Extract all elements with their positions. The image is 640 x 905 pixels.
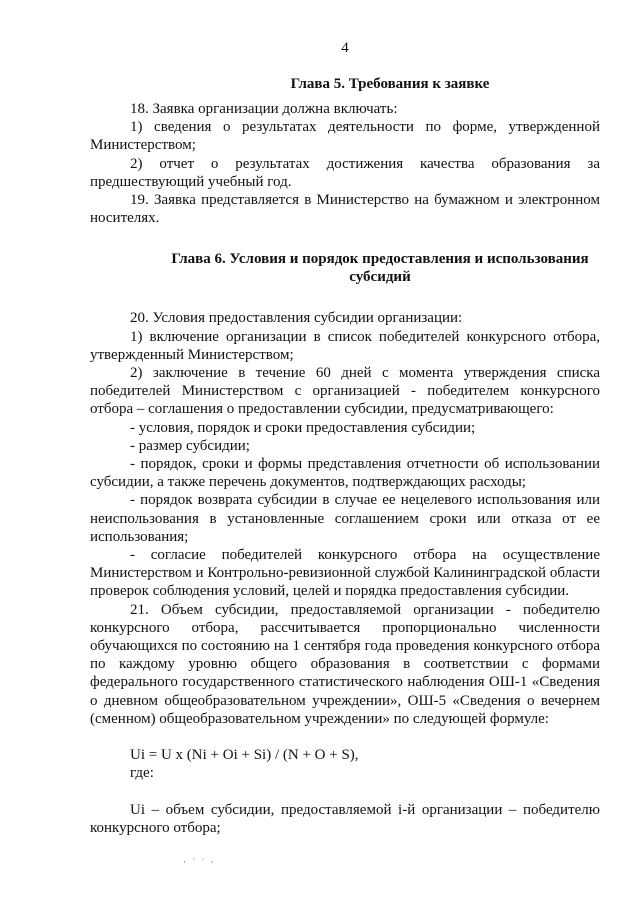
list-item-terms: - условия, порядок и сроки предоставления субсидии;	[130, 419, 476, 436]
paragraph-18-1: 1) сведения о результатах деятельности по форме, утвержденной Министерством;	[90, 119, 600, 154]
document-body	[90, 100, 600, 837]
paragraph-20-1: 1) включение организации в список победителей конкурсного отбора, утвержденный Министерством;	[90, 328, 600, 363]
paragraph-18-2: 2) отчет о результатах достижения качества образования за предшествующий учебный год.	[90, 155, 600, 190]
list-item-amount: - размер субсидии;	[130, 437, 250, 454]
paragraph-20-2: 2) заключение в течение 60 дней с момента утверждения списка победителей Министерством с организацией - победителем конкурсного отбора – соглашения о предоставлении субсидии, предусматривающего:	[90, 365, 600, 418]
scan-specks: · ˙ ˙ ·	[183, 857, 216, 867]
list-item-consent: - согласие победителей конкурсного отбора на осуществление Министерством и Контрольно-ревизионной службой Калининградской области проверок соблюдения условий, целей и порядка предоставления субсидии.	[90, 547, 600, 600]
chapter-5-title: Глава 5. Требования к заявке	[290, 76, 490, 92]
chapter-6-title-line-1: Глава 6. Условия и порядок предоставления и использования	[171, 251, 589, 268]
formula-definition-ui: Ui – объем субсидии, предоставляемой i-й организации – победителю конкурсного отбора;	[90, 801, 600, 836]
formula: Ui = U x (Ni + Oi + Si) / (N + O + S),	[130, 747, 359, 764]
paragraph-20: 20. Условия предоставления субсидии организации:	[130, 310, 463, 327]
list-item-reporting: - порядок, сроки и формы представления отчетности об использовании субсидии, а также перечень документов, подтверждающих расходы;	[90, 456, 600, 491]
paragraph-19: 19. Заявка представляется в Министерство на бумажном и электронном носителях.	[90, 192, 600, 227]
formula-where: где:	[130, 765, 154, 782]
list-item-refund: - порядок возврата субсидии в случае ее нецелевого использования или неиспользования в установленные соглашением сроки или отказа от ее использования;	[90, 492, 600, 545]
chapter-6-title	[80, 250, 640, 286]
chapter-6-title-line-2: субсидий	[349, 269, 411, 286]
paragraph-18: 18. Заявка организации должна включать:	[130, 101, 398, 117]
paragraph-21: 21. Объем субсидии, предоставляемой организации - победителю конкурсного отбора, рассчитывается пропорционально численности обучающихся по состоянию на 1 сентября года проведения конкурсного отбора по каждому уровню общего образования в соответствии с формами федерального государственного статистического наблюдения ОШ-1 «Сведения о дневном общеобразовательном учреждении», ОШ-5 «Сведения о вечернем (сменном) общеобразовательном учреждении» по следующей формуле:	[90, 601, 600, 727]
page-number: 4	[341, 40, 349, 56]
